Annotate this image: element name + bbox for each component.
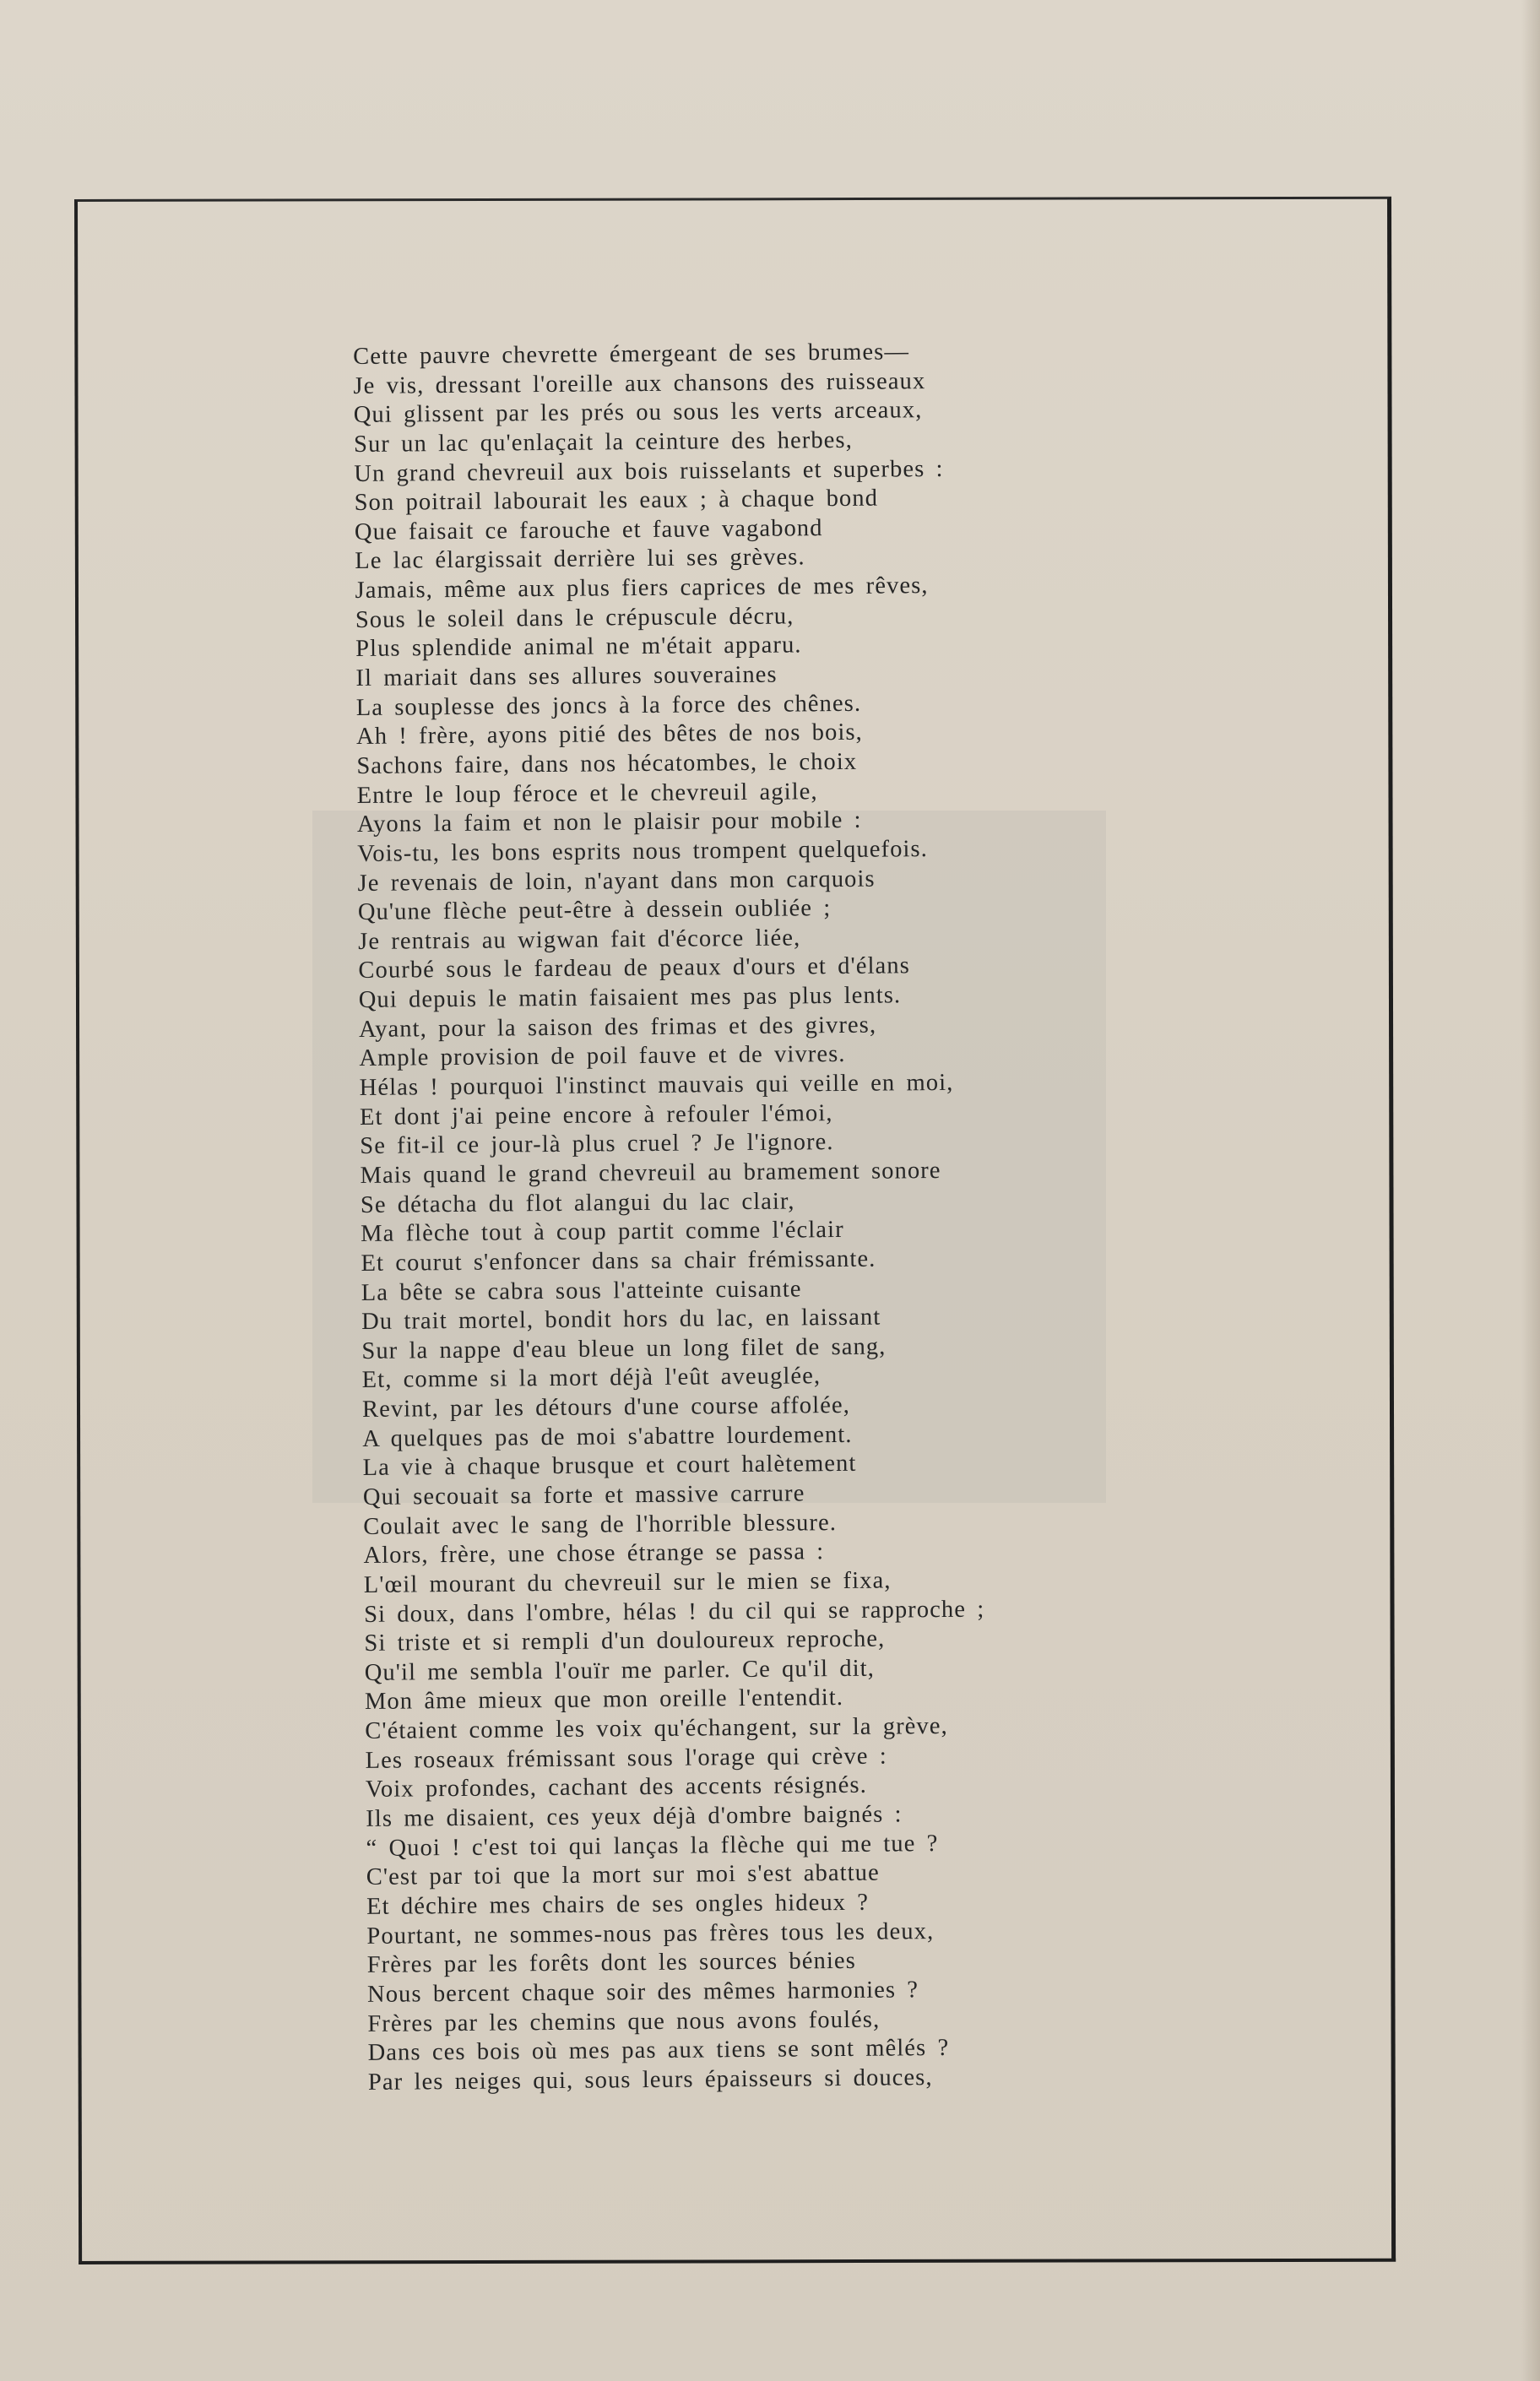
poem-line: Vois-tu, les bons esprits nous trompent quelquefois. <box>357 835 929 867</box>
poem-line: Et déchire mes chairs de ses ongles hideux ? <box>366 1889 870 1920</box>
poem-line: Qui depuis le matin faisaient mes pas plus lents. <box>358 982 902 1014</box>
poem-line: Et courut s'enfoncer dans sa chair frémissante. <box>361 1245 876 1277</box>
poem-line: Dans ces bois où mes pas aux tiens se sont mêlés ? <box>367 2035 950 2067</box>
poem-line: A quelques pas de moi s'abattre lourdement. <box>362 1421 853 1452</box>
poem-line: Revint, par les détours d'une course affolée, <box>361 1391 851 1424</box>
poem-line: C'étaient comme les voix qu'échangent, sur la grève, <box>365 1713 948 1745</box>
poem-line: Sachons faire, dans nos hécatombes, le choix <box>356 748 858 779</box>
poem-line: Mais quand le grand chevreuil au bramement sonore <box>360 1157 941 1189</box>
poem-line: Qu'il me sembla l'ouïr me parler. Ce qu'il dit, <box>364 1655 876 1686</box>
poem-line: Sous le soleil dans le crépuscule décru, <box>355 603 794 633</box>
poem-line: Frères par les forêts dont les sources bénies <box>366 1948 857 1979</box>
poem-line: L'œil mourant du chevreuil sur le mien se fixa, <box>363 1567 892 1598</box>
poem-line: Voix profondes, cachant des accents résignés. <box>365 1772 868 1803</box>
poem-line: Alors, frère, une chose étrange se passa : <box>363 1538 825 1570</box>
poem-line: Pourtant, ne sommes-nous pas frères tous les deux, <box>366 1917 935 1950</box>
poem-line: Je rentrais au wigwan fait d'écorce liée, <box>358 925 801 955</box>
poem-line: La souplesse des joncs à la force des chênes. <box>355 690 862 721</box>
poem-line: Entre le loup féroce et le chevreuil agile, <box>356 778 818 809</box>
poem-line: Ma flèche tout à coup partit comme l'éclair <box>361 1217 844 1248</box>
poem-line: Nous bercent chaque soir des mêmes harmonies ? <box>366 1977 919 2008</box>
poem-line: Si triste et si rempli d'un douloureux reproche, <box>364 1625 886 1657</box>
poem-line: Qui glissent par les prés ou sous les verts arceaux, <box>353 397 923 429</box>
poem-line: La vie à chaque brusque et court halètement <box>362 1451 857 1482</box>
poem-line: Et dont j'ai peine encore à refouler l'émoi, <box>359 1099 833 1131</box>
poem-line: Que faisait ce farouche et fauve vagabond <box>354 514 823 545</box>
poem-line: Par les neiges qui, sous leurs épaisseurs si douces, <box>367 2064 933 2096</box>
poem-line: Ample provision de poil fauve et de vivres. <box>359 1041 846 1072</box>
poem-line: Coulait avec le sang de l'horrible blessure. <box>363 1509 838 1540</box>
poem-line: Jamais, même aux plus fiers caprices de mes rêves, <box>355 572 929 605</box>
poem-line: Le lac élargissait derrière lui ses grèves. <box>355 544 805 575</box>
poem-line: Se fit-il ce jour-là plus cruel ? Je l'ignore. <box>360 1129 834 1160</box>
poem-line: Il mariait dans ses allures souveraines <box>355 661 778 692</box>
poem-line: Cette pauvre chevrette émergeant de ses brumes— <box>353 339 910 370</box>
poem-line: Plus splendide animal ne m'était apparu. <box>355 632 802 663</box>
poem-line: Qu'une flèche peut-être à dessein oubliée ; <box>357 895 832 926</box>
poem-line: Qui secouait sa forte et massive carrure <box>362 1480 805 1510</box>
binding-shadow <box>1521 0 1540 2381</box>
poem-line: Frères par les chemins que nous avons foulés, <box>367 2006 881 2037</box>
poem-line: Son poitrail labourait les eaux ; à chaque bond <box>354 485 879 517</box>
poem-line: Je revenais de loin, n'ayant dans mon carquois <box>357 865 876 897</box>
poem-line: Ah ! frère, ayons pitié des bêtes de nos bois, <box>355 719 863 751</box>
poem-line: Sur un lac qu'enlaçait la ceinture des herbes, <box>353 426 854 458</box>
poem-line: C'est par toi que la mort sur moi s'est abattue <box>366 1859 880 1891</box>
poem-line: Les roseaux frémissant sous l'orage qui crève : <box>365 1743 887 1774</box>
poem-line: Courbé sous le fardeau de peaux d'ours et d'élans <box>358 952 911 984</box>
poem-line: Du trait mortel, bondit hors du lac, en laissant <box>361 1304 881 1336</box>
poem-line: Mon âme mieux que mon oreille l'entendit. <box>364 1684 844 1716</box>
poem-line: Hélas ! pourquoi l'instinct mauvais qui veille en moi, <box>359 1069 954 1101</box>
poem-line: Ils me disaient, ces yeux déjà d'ombre baignés : <box>366 1801 903 1832</box>
poem-line: Ayant, pour la saison des frimas et des givres, <box>358 1012 877 1043</box>
poem-line: Un grand chevreuil aux bois ruisselants et superbes : <box>354 455 944 487</box>
poem-text <box>353 335 1212 2097</box>
poem-line: Sur la nappe d'eau bleue un long filet de sang, <box>361 1333 887 1364</box>
poem-line: Si doux, dans l'ombre, hélas ! du cil qui se rapproche ; <box>364 1596 985 1628</box>
poem-line: Et, comme si la mort déjà l'eût aveuglée, <box>361 1363 822 1394</box>
poem-line: Ayons la faim et non le plaisir pour mobile : <box>356 807 862 838</box>
poem-line: “ Quoi ! c'est toi qui lanças la flèche qui me tue ? <box>366 1830 939 1862</box>
poem-line: Se détacha du flot alangui du lac clair, <box>360 1188 795 1218</box>
poem-line: Je vis, dressant l'oreille aux chansons des ruisseaux <box>353 367 926 399</box>
poem-line: La bête se cabra sous l'atteinte cuisante <box>361 1275 802 1306</box>
